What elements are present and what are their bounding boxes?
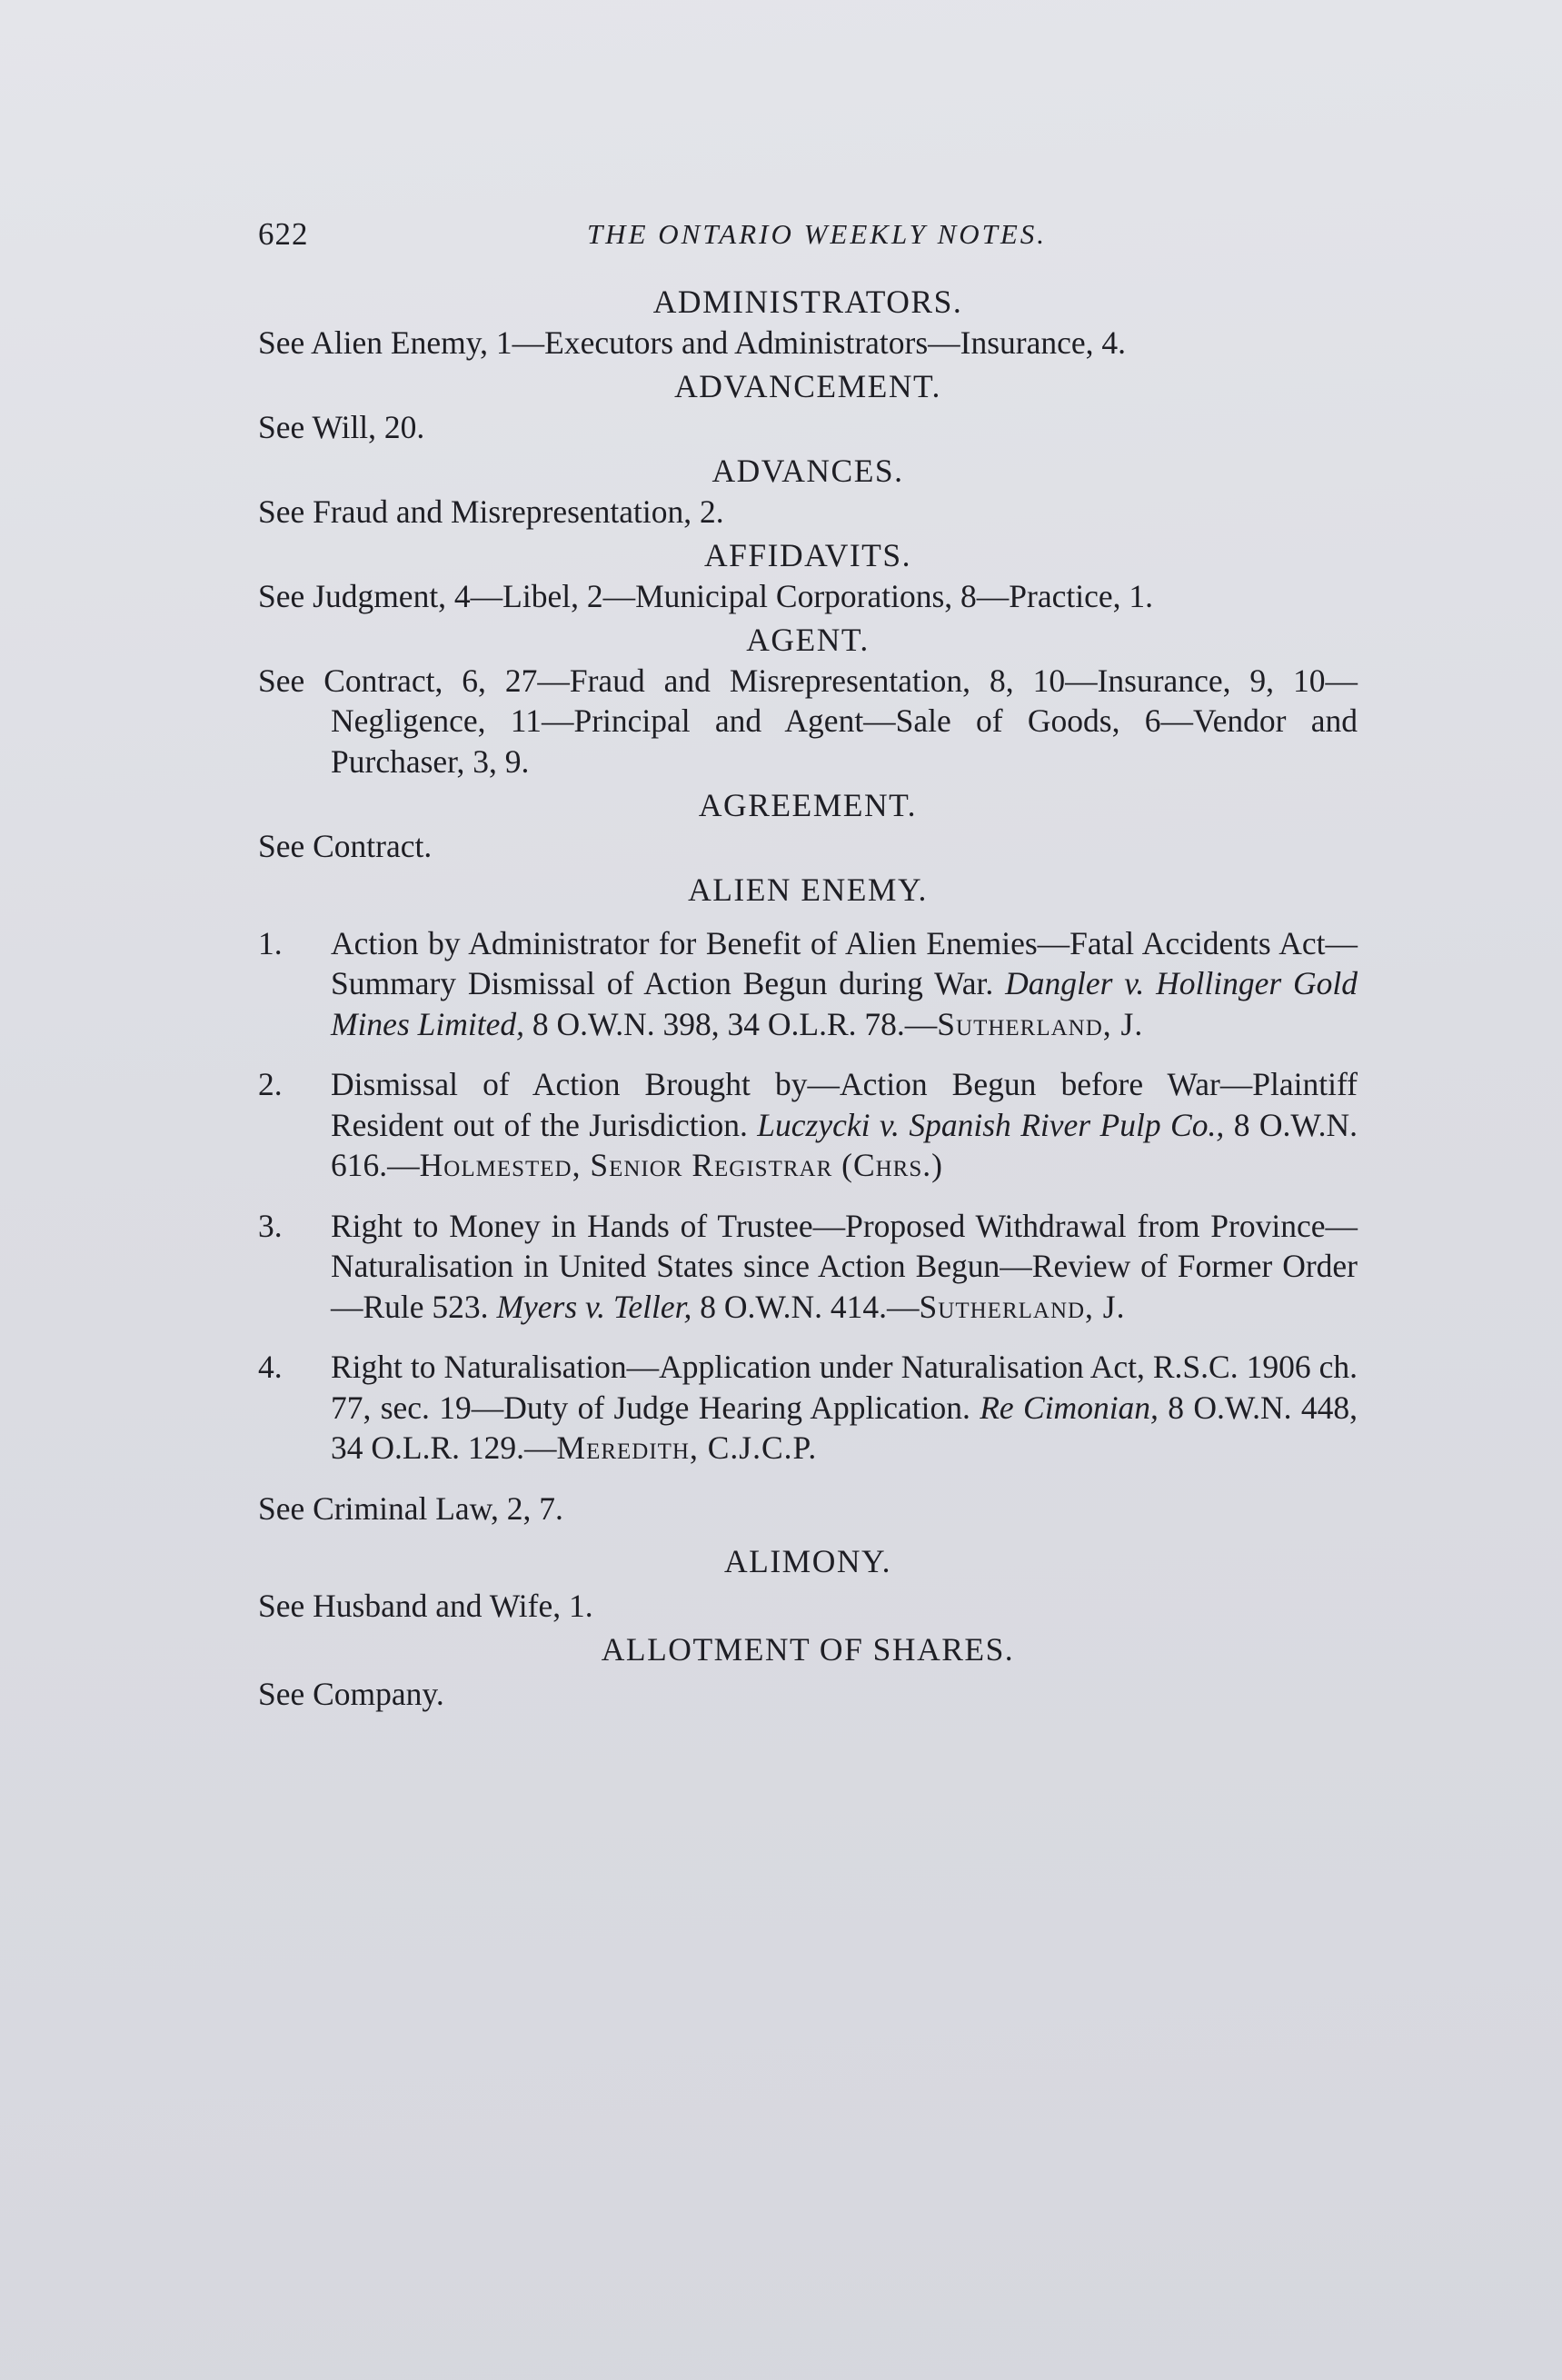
case-name: Re Cimonian, [980,1389,1159,1426]
cross-ref-advances: See Fraud and Misrepresentation, 2. [258,493,724,530]
heading-alien-enemy: ALIEN ENEMY. [688,871,928,908]
case-citation: 8 O.W.N. 616.— [331,1106,1358,1183]
item-text: Right to Money in Hands of Trustee—Proposed Withdrawal from Province—Naturalisation in United States since Action Begun—Review of Former Order—Rule 523. [331,1207,1358,1325]
item-number: 3. [258,1207,283,1244]
judge-name: Sutherland, J. [937,1005,1144,1042]
index-content [258,282,1358,1714]
judge-name: Holmested, Senior Registrar (Chrs.) [419,1147,943,1183]
case-name: Luczycki v. Spanish River Pulp Co., [757,1106,1225,1143]
heading-administrators: ADMINISTRATORS. [652,284,963,320]
cross-ref-alien-enemy: See Criminal Law, 2, 7. [258,1489,563,1527]
item-number: 2. [258,1066,283,1102]
case-citation: 8 O.W.N. 448, 34 O.L.R. 129.— [331,1389,1358,1466]
page-number: 622 [258,216,309,252]
cross-ref-affidavits: See Judgment, 4—Libel, 2—Municipal Corporations, 8—Practice, 1. [258,577,1153,614]
heading-alimony: ALIMONY. [724,1543,891,1579]
item-text: Dismissal of Action Brought by—Action Begun before War—Plaintiff Resident out of the Jurisdiction. [331,1066,1358,1143]
page-header [258,216,1358,253]
judge-name: Meredith, C.J.C.P. [556,1429,818,1466]
heading-allotment-of-shares: ALLOTMENT OF SHARES. [601,1631,1015,1668]
heading-affidavits: AFFIDAVITS. [704,537,911,573]
cross-ref-alimony: See Husband and Wife, 1. [258,1587,593,1624]
list-item [258,923,1358,1045]
cross-ref-agreement: See Contract. [258,827,433,864]
heading-agent: AGENT. [746,622,870,658]
case-name: Myers v. Teller, [496,1288,692,1325]
list-item [258,1347,1358,1469]
heading-advances: ADVANCES. [711,453,904,489]
cross-ref-advancement: See Will, 20. [258,408,425,445]
case-citation: 8 O.W.N. 414.— [700,1288,920,1325]
list-item [258,1064,1358,1186]
item-number: 1. [258,924,283,961]
heading-agreement: AGREEMENT. [698,787,918,823]
list-item [258,1206,1358,1328]
item-text: Right to Naturalisation—Application under Naturalisation Act, R.S.C. 1906 ch. 77, sec. 19—Duty of Judge Hearing Application. [331,1349,1358,1426]
heading-advancement: ADVANCEMENT. [674,368,941,404]
cross-ref-allotment-of-shares: See Company. [258,1675,444,1712]
running-title: THE ONTARIO WEEKLY NOTES. [586,218,1048,250]
case-citation: 8 O.W.N. 398, 34 O.L.R. 78.— [532,1005,938,1042]
cross-ref-agent: See Contract, 6, 27—Fraud and Misrepresentation, 8, 10—Insurance, 9, 10—Negligence, 11—Principal and Agent—Sale of Goods, 6—Vendor and Purchaser, 3, 9. [258,662,1358,780]
item-text: Action by Administrator for Benefit of Alien Enemies—Fatal Accidents Act—Summary Dismissal of Action Begun during War. [331,924,1358,1001]
judge-name: Sutherland, J. [919,1288,1126,1325]
item-number: 4. [258,1349,283,1385]
case-name: Dangler v. Hollinger Gold Mines Limited, [331,965,1358,1042]
cross-ref-administrators: See Alien Enemy, 1—Executors and Administrators—Insurance, 4. [258,324,1126,361]
